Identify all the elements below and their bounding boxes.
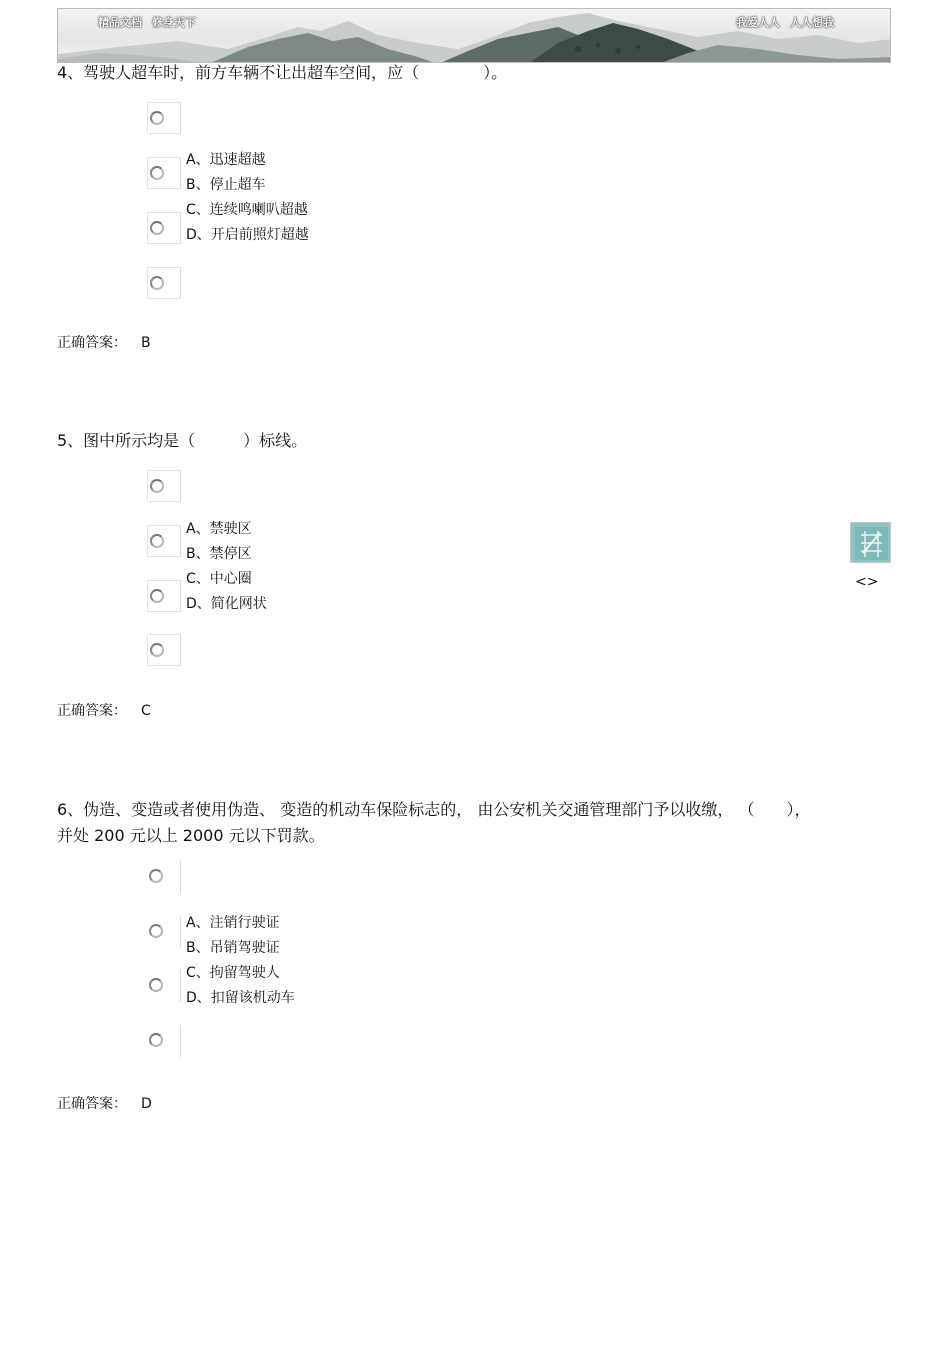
radio-circle-icon	[150, 166, 164, 180]
radio-option-d[interactable]	[147, 634, 181, 666]
option-list	[186, 148, 309, 248]
page-nav-arrows[interactable]: <>	[855, 574, 879, 590]
question-text-line-1: 6、伪造、变造或者使用伪造、 变造的机动车保险标志的， 由公安机关交通管理部门予以收缴， （ ），	[57, 800, 811, 819]
answer-value: C	[141, 703, 151, 719]
option-b-label: B、禁停区	[186, 546, 252, 562]
radio-option-c[interactable]	[147, 212, 181, 244]
correct-answer	[57, 332, 151, 352]
radio-circle-icon	[149, 869, 163, 883]
question-5	[57, 428, 897, 719]
banner-right-slogan: 我爱人人 人人想我	[736, 16, 834, 29]
option-b-label: B、吊销驾驶证	[186, 940, 280, 956]
question-text: 5、图中所示均是（ ）标线。	[57, 431, 308, 450]
header-banner	[57, 8, 891, 63]
question-text-line-2: 并处 200 元以上 2000 元以下罚款。	[57, 826, 325, 845]
option-c-label: C、拘留驾驶人	[186, 965, 280, 981]
radio-option-c[interactable]	[147, 580, 181, 612]
option-c-label: C、连续鸣喇叭超越	[186, 202, 308, 218]
radio-option-a[interactable]	[147, 861, 181, 893]
radio-option-d[interactable]	[147, 267, 181, 299]
radio-option-c[interactable]	[147, 970, 181, 1002]
radio-option-a[interactable]	[147, 470, 181, 502]
option-a-label: A、迅速超越	[186, 152, 266, 168]
correct-answer	[57, 1093, 152, 1113]
radio-option-b[interactable]	[147, 916, 181, 948]
option-a-label: A、禁驶区	[186, 521, 252, 537]
answer-label: 正确答案：	[57, 703, 127, 719]
radio-circle-icon	[150, 221, 164, 235]
answer-label: 正确答案：	[57, 335, 127, 351]
radio-circle-icon	[150, 589, 164, 603]
document-thumbnail-icon[interactable]	[850, 522, 891, 563]
radio-circle-icon	[149, 978, 163, 992]
radio-option-a[interactable]	[147, 102, 181, 134]
option-d-label: D、简化网状	[186, 596, 267, 612]
radio-circle-icon	[150, 111, 164, 125]
radio-option-d[interactable]	[147, 1025, 181, 1057]
option-list	[186, 517, 267, 617]
option-c-label: C、中心圈	[186, 571, 252, 587]
radio-circle-icon	[150, 643, 164, 657]
option-a-label: A、注销行驶证	[186, 915, 280, 931]
banner-left-slogan: 精品文档 修身天下	[98, 16, 196, 29]
option-d-label: D、开启前照灯超越	[186, 227, 309, 243]
answer-label: 正确答案：	[57, 1096, 127, 1112]
radio-option-b[interactable]	[147, 525, 181, 557]
question-4	[57, 60, 897, 351]
answer-value: B	[141, 335, 151, 351]
radio-option-b[interactable]	[147, 157, 181, 189]
radio-circle-icon	[149, 1033, 163, 1047]
radio-circle-icon	[150, 276, 164, 290]
option-b-label: B、停止超车	[186, 177, 266, 193]
question-text: 4、驾驶人超车时，前方车辆不让出超车空间，应（ ）。	[57, 63, 508, 82]
question-6	[57, 797, 897, 1112]
option-d-label: D、扣留该机动车	[186, 990, 295, 1006]
answer-value: D	[141, 1096, 152, 1112]
radio-circle-icon	[150, 534, 164, 548]
radio-circle-icon	[150, 479, 164, 493]
correct-answer	[57, 700, 151, 720]
radio-circle-icon	[149, 924, 163, 938]
option-list	[186, 911, 295, 1011]
